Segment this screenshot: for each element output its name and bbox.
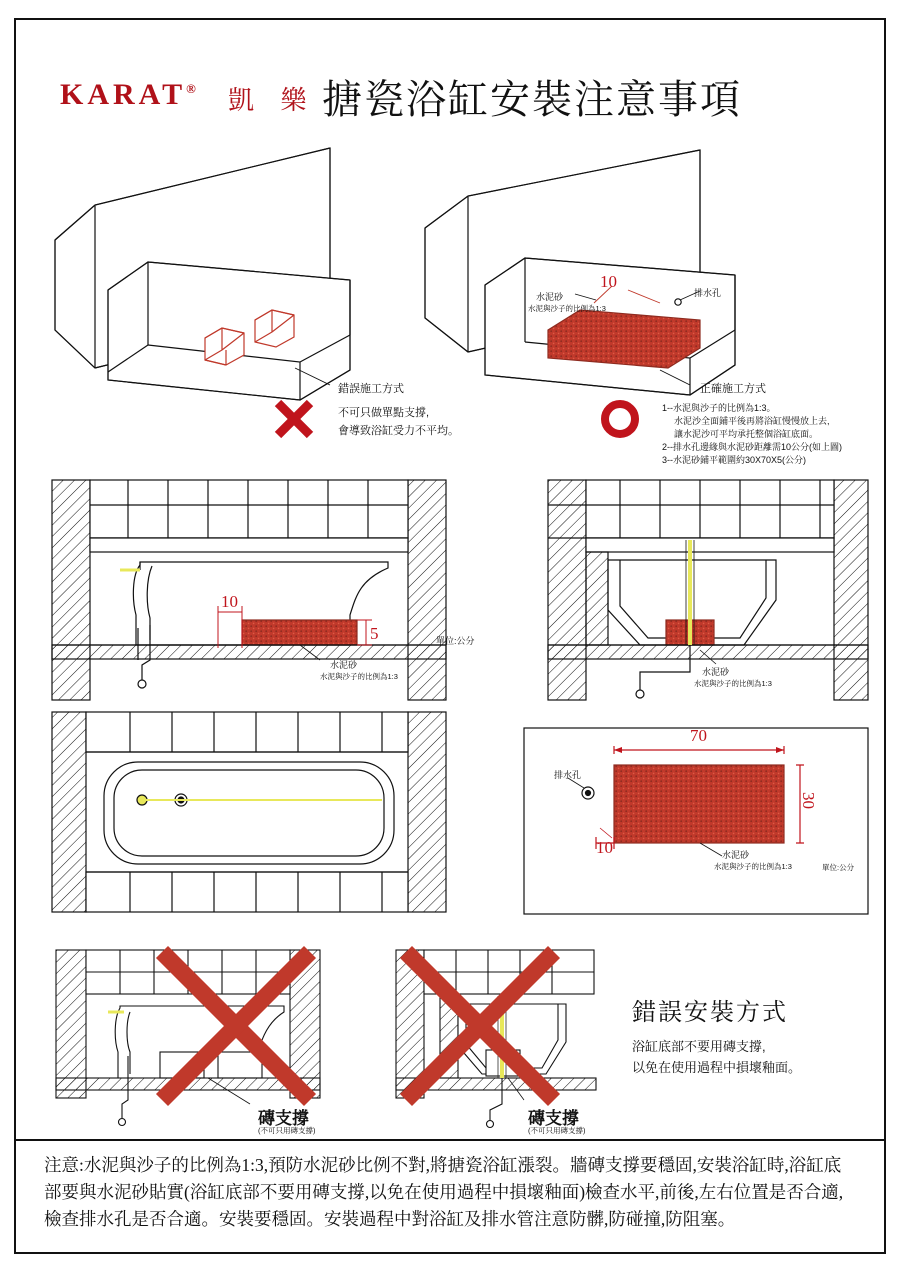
desc-wrong-line1: 浴缸底部不要用磚支撐, — [632, 1039, 766, 1054]
desc-wrong-line2: 以免在使用過程中損壞釉面。 — [632, 1060, 802, 1075]
unit-planright: 單位:公分 — [822, 863, 855, 872]
label-cement-planright: 水泥砂 — [722, 850, 750, 860]
dim-30: 30 — [799, 792, 818, 809]
label-correct-method: 正確施工方式 — [700, 383, 766, 395]
brand-registered-mark: ® — [186, 81, 196, 96]
unit-midleft: 單位:公分 — [436, 636, 475, 646]
label-cement-ratio-planright: 水泥與沙子的比例為1:3 — [714, 862, 792, 871]
label-cement-ratio-top: 水泥與沙子的比例為1:3 — [528, 304, 606, 313]
label-cement-midright: 水泥砂 — [702, 667, 730, 677]
plan-left-top-view — [52, 712, 446, 912]
top-right-isometric-drawing — [425, 150, 735, 395]
dim-5-midleft: 5 — [370, 624, 379, 643]
note-wrong-line2: 會導致浴缸受力不平均。 — [338, 425, 459, 437]
label-cement-midleft: 水泥砂 — [330, 660, 358, 670]
dim-10-midleft: 10 — [221, 592, 238, 611]
page-title: 搪瓷浴缸安裝注意事項 — [322, 77, 742, 122]
top-left-isometric-drawing — [55, 148, 350, 400]
correct-note-1: 水泥沙全面鋪平後再將浴缸慢慢放上去, — [674, 416, 830, 426]
label-brick-support-right-sub: (不可只用磚支撐) — [528, 1126, 586, 1135]
label-brick-support-right: 磚支撐 — [528, 1109, 579, 1128]
correct-note-3: 2--排水孔邊緣與水泥砂距離需10公分(如上圖) — [662, 442, 843, 452]
label-cement-ratio-midright: 水泥與沙子的比例為1:3 — [694, 679, 772, 688]
dim-10-top: 10 — [600, 272, 617, 291]
dim-10-planright: 10 — [596, 838, 613, 857]
plan-right-cement-pad — [524, 728, 868, 914]
label-cement-ratio-midleft: 水泥與沙子的比例為1:3 — [320, 672, 398, 681]
label-brick-support-left-sub: (不可只用磚支撐) — [258, 1126, 316, 1135]
note-wrong-line1: 不可只做單點支撐, — [338, 407, 430, 419]
label-drain-top: 排水孔 — [694, 288, 722, 298]
wrong-cross-mark — [278, 403, 310, 435]
brand-logo-chinese: 凱 樂 — [228, 86, 317, 115]
label-brick-support-left: 磚支撐 — [258, 1109, 309, 1128]
brand-logo-text: KARAT — [60, 78, 187, 111]
heading-wrong-installation: 錯誤安裝方式 — [632, 1000, 788, 1026]
correct-note-4: 3--水泥砂鋪平範圍約30X70X5(公分) — [662, 455, 807, 465]
correct-circle-mark — [605, 404, 635, 434]
dim-70: 70 — [690, 726, 707, 745]
correct-note-0: 1--水泥與沙子的比例為1:3。 — [662, 403, 776, 413]
label-wrong-method: 錯誤施工方式 — [338, 383, 404, 395]
mid-left-section-drawing — [52, 480, 446, 700]
footer-note-text: 注意:水泥與沙子的比例為1:3,預防水泥砂比例不對,將搪瓷浴缸漲裂。牆磚支撐要穩固,安裝浴缸時,浴缸底部要與水泥砂貼實(浴缸底部不要用磚支撐,以免在使用過程中損壞釉面)檢查水平,前後,左右位置是否合適,檢查排水孔是否合適。安裝要穩固。安裝過程中對浴缸及排水管注意防髒,防碰撞,防阻塞。 — [44, 1155, 844, 1230]
label-cement-top: 水泥砂 — [536, 292, 564, 302]
label-drain-planright: 排水孔 — [554, 770, 582, 780]
correct-note-2: 讓水泥沙可平均承托整個浴缸底面。 — [674, 429, 819, 439]
